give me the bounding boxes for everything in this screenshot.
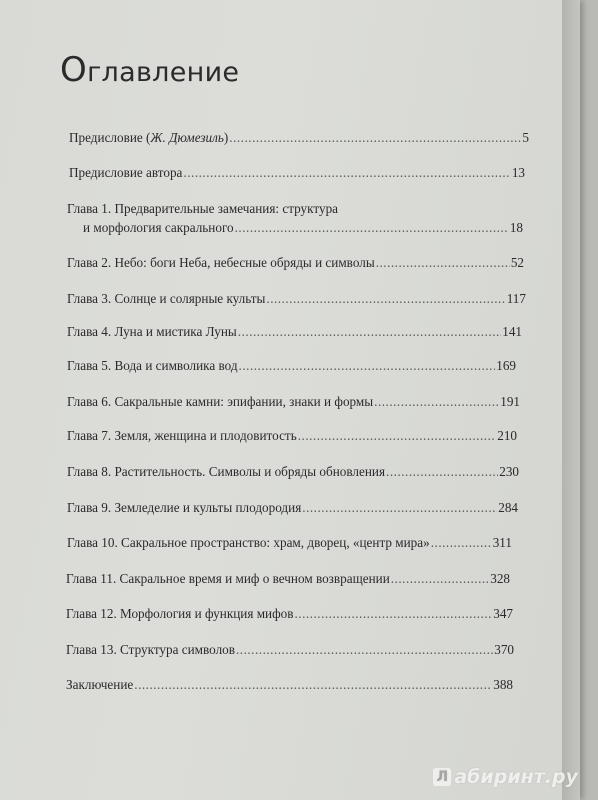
dot-leader: [386, 462, 498, 481]
toc-entry-text-suffix: ): [223, 130, 229, 145]
dot-leader: [266, 289, 505, 308]
dot-leader: [239, 356, 496, 375]
toc-entry: [0, 533, 580, 552]
toc-entry-text: Предисловие (: [69, 130, 151, 145]
toc-entry: [0, 426, 580, 445]
labirint-watermark: [433, 766, 578, 788]
toc-entry-text: Глава 10. Сакральное пространство: храм, дворец, «центр мира»: [67, 535, 430, 550]
toc-entry-text: Глава 13. Структура символов: [66, 642, 235, 657]
toc-entry-text: Заключение: [66, 677, 134, 692]
toc-page-number: 191: [500, 394, 520, 409]
toc-entry-text: Предисловие автора: [69, 165, 183, 180]
toc-page-number: 13: [511, 165, 525, 180]
toc-page-number: 169: [496, 358, 516, 373]
toc-entry: [0, 604, 580, 623]
toc-entry: [0, 640, 580, 659]
toc-entry: [0, 675, 580, 694]
toc-entry: [0, 128, 580, 147]
toc-entry: [0, 569, 580, 588]
toc-page-number: 370: [494, 642, 514, 657]
toc-entry-text: Глава 8. Растительность. Символы и обряды обновления: [67, 464, 386, 479]
toc-entry-text: Глава 5. Вода и символика вод: [67, 358, 238, 373]
dot-leader: [238, 322, 501, 341]
toc-entry-text: Глава 6. Сакральные камни: эпифании, знаки и формы: [67, 394, 374, 409]
toc-entry: [0, 462, 580, 481]
toc-page-number: 210: [497, 428, 517, 443]
toc-entry: [0, 498, 580, 517]
toc-entry-text: Глава 12. Морфология и функция мифов: [66, 606, 294, 621]
toc-entry: [0, 289, 580, 308]
toc-entry-text: Глава 4. Луна и мистика Луны: [67, 324, 237, 339]
dot-leader: [236, 640, 493, 659]
labirint-logo-icon: Л: [433, 768, 451, 786]
toc-entry: [0, 199, 580, 237]
toc-entry-text: Глава 2. Небо: боги Неба, небесные обряды и символы: [67, 255, 375, 270]
dot-leader: [298, 426, 497, 445]
toc-entry: [0, 356, 580, 375]
toc-page-number: 347: [493, 606, 513, 621]
dot-leader: [183, 163, 510, 182]
toc-entry: [0, 163, 580, 182]
dot-leader: [376, 253, 510, 272]
dot-leader: [391, 569, 489, 588]
dot-leader: [294, 604, 492, 623]
toc-page-number: 328: [490, 571, 510, 586]
toc-page-number: 117: [506, 291, 526, 306]
toc-page-number: 141: [502, 324, 522, 339]
title-capital: О: [60, 50, 88, 90]
toc-entry: [0, 322, 580, 341]
toc-entry: [0, 392, 580, 411]
toc-entry-author: Ж. Дюмезиль: [150, 130, 224, 145]
dot-leader: [374, 392, 499, 411]
toc-page-number: 311: [492, 535, 512, 550]
toc-entry-text: Глава 7. Земля, женщина и плодовитость: [67, 428, 297, 443]
toc-entry-text: Глава 3. Солнце и солярные культы: [67, 291, 266, 306]
title-rest: главление: [87, 57, 240, 88]
toc-entry-text: Глава 9. Земледелие и культы плодородия: [67, 500, 302, 515]
toc-entry-text: Глава 11. Сакральное время и миф о вечном возвращении: [66, 571, 390, 586]
toc-entry: [0, 253, 580, 272]
toc-entry-text-line1: Глава 1. Предварительные замечания: структура: [67, 201, 339, 216]
toc-page-number: 230: [499, 464, 519, 479]
dot-leader: [235, 218, 509, 237]
dot-leader: [229, 128, 521, 147]
toc-entry-text: и морфология сакрального: [83, 220, 234, 235]
dot-leader: [302, 498, 497, 517]
toc-page-number: 5: [522, 130, 529, 145]
watermark-text: абиринт.ру: [454, 766, 578, 788]
toc-page-number: 284: [498, 500, 518, 515]
dot-leader: [431, 533, 492, 552]
toc-page-number: 18: [509, 220, 523, 235]
toc-page-number: 388: [493, 677, 513, 692]
dot-leader: [134, 675, 492, 694]
toc-page-number: 52: [510, 255, 524, 270]
